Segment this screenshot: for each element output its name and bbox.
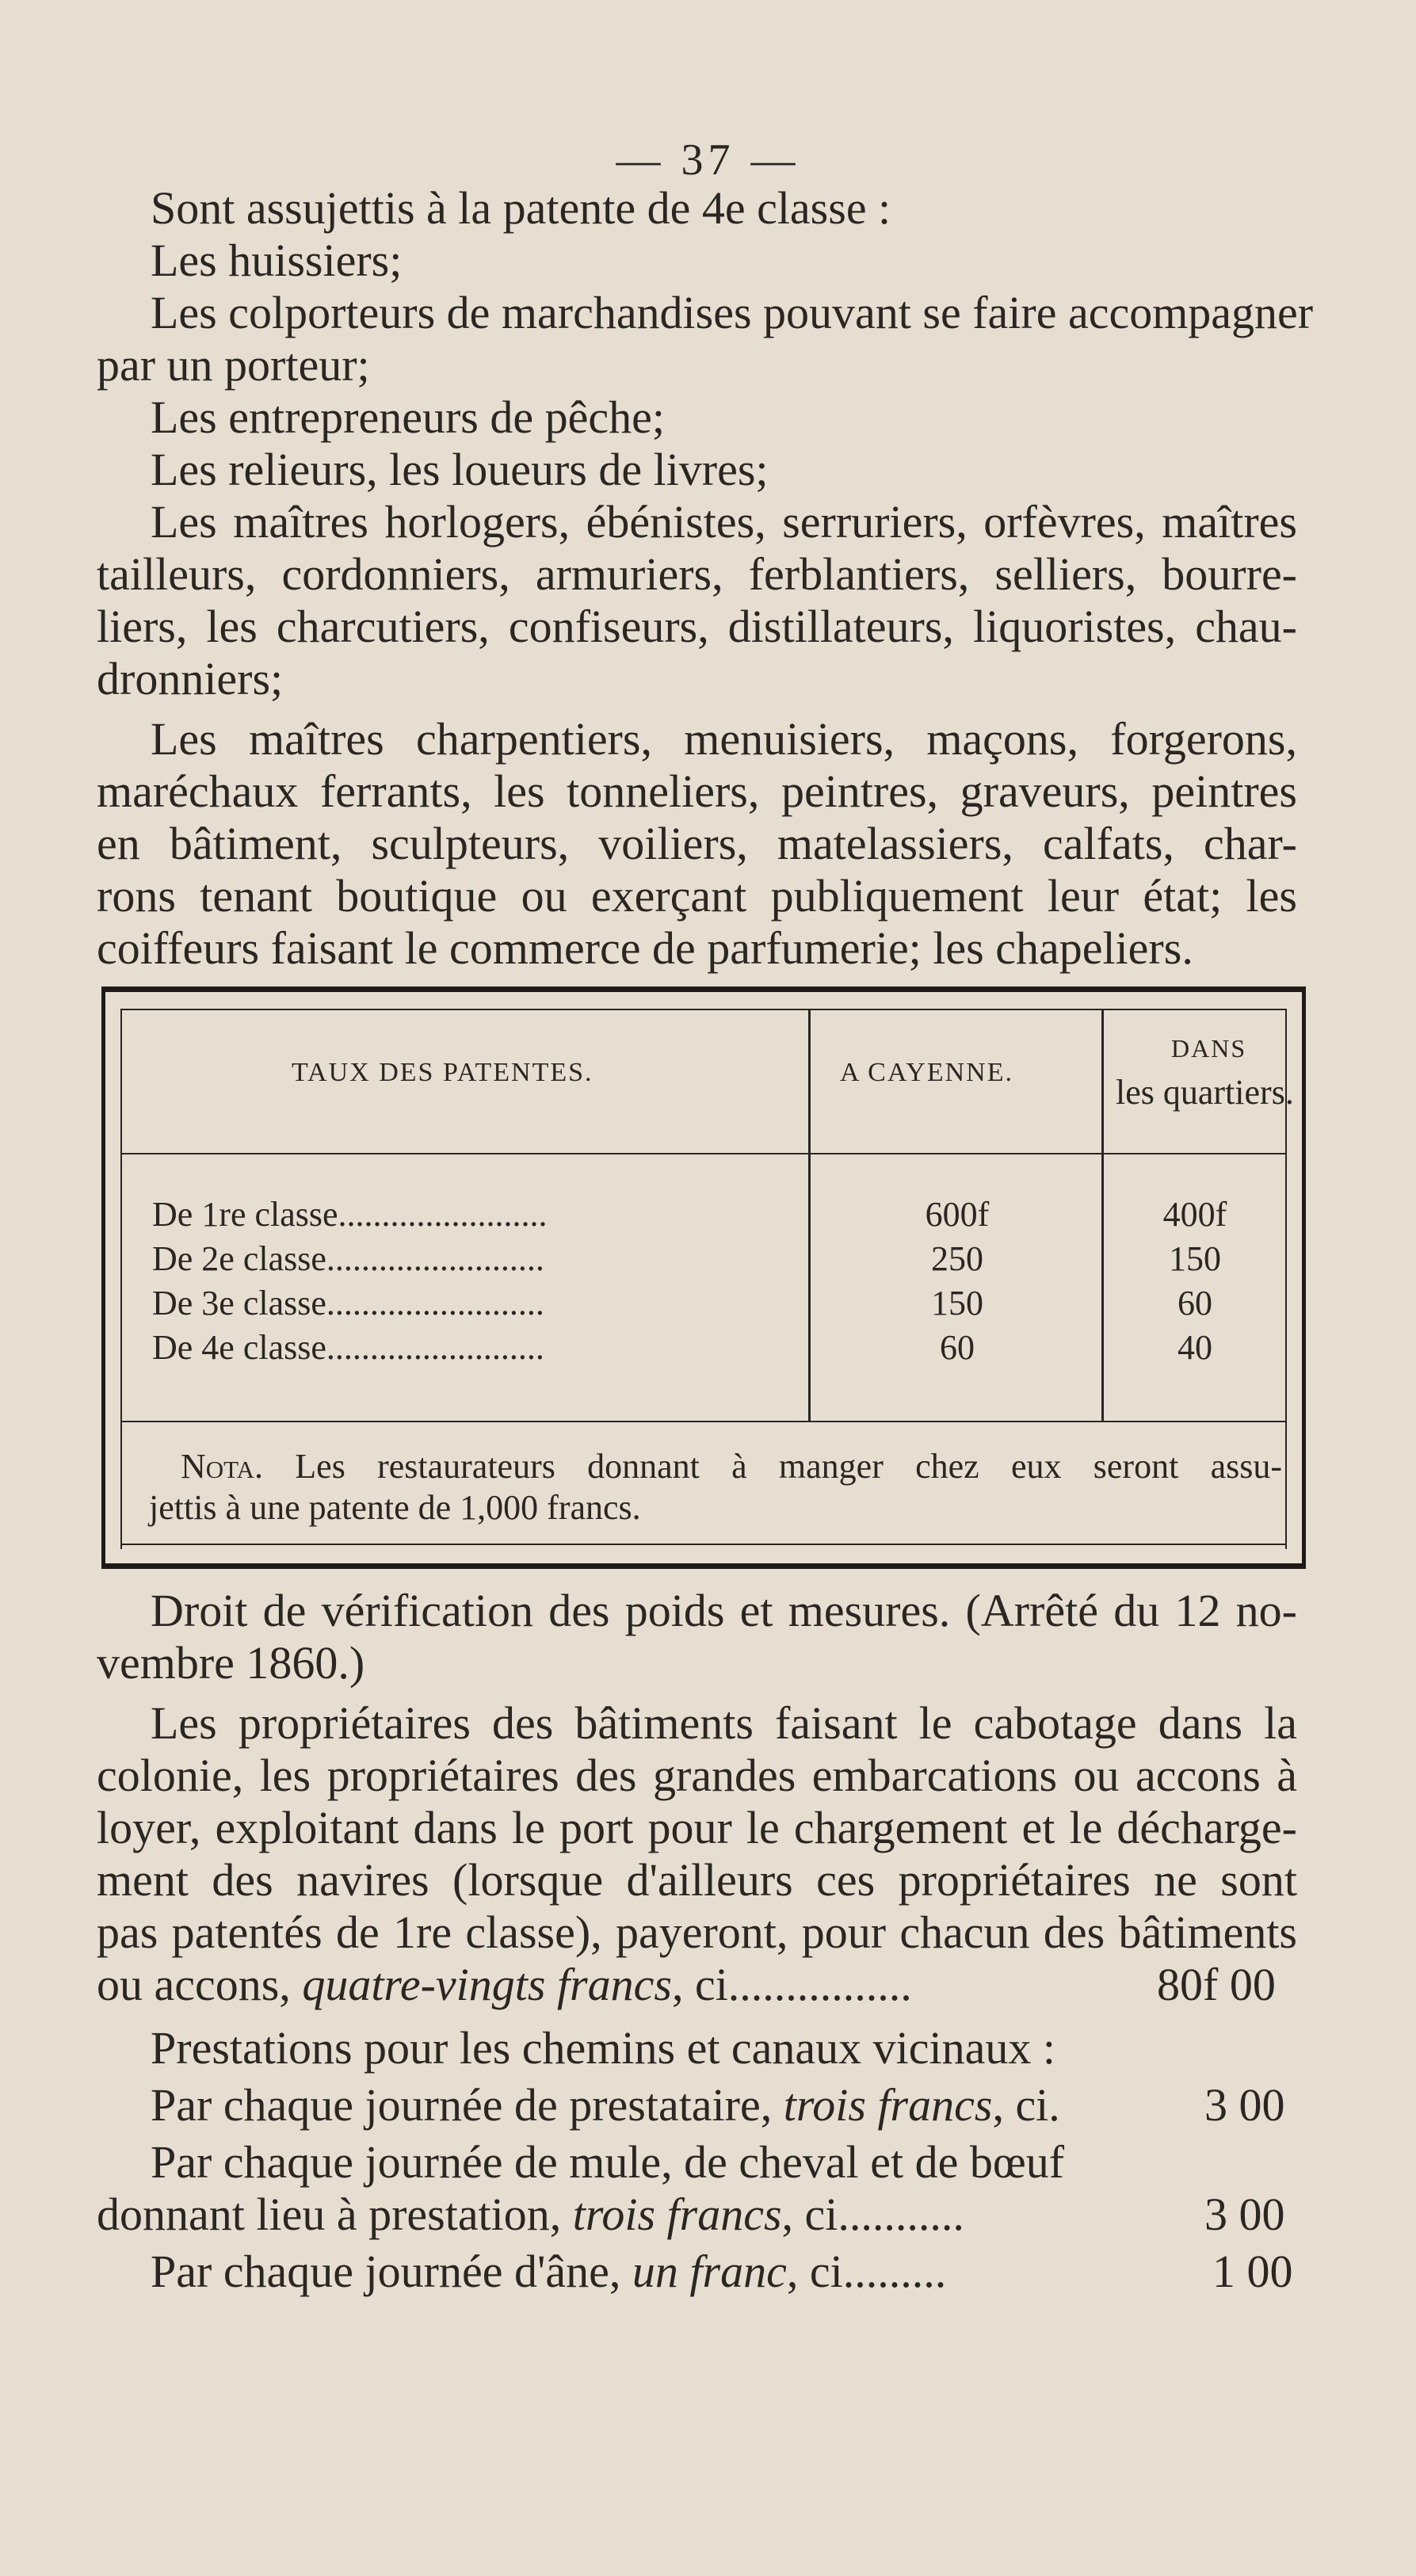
- droit-heading: vembre 1860.): [97, 1637, 365, 1689]
- prestation-item: [151, 2246, 946, 2298]
- prestation-amount: 1 00: [1212, 2246, 1293, 2297]
- prestation-text: Par chaque journée d'âne,: [151, 2246, 632, 2297]
- table-inner-border: [120, 1010, 122, 1549]
- intro-line: coiffeurs faisant le commerce de parfumerie; les chapeliers.: [97, 922, 1193, 974]
- droit-leader: , ci................: [671, 1959, 912, 2010]
- table-cell-cayenne: 600f: [925, 1195, 990, 1234]
- droit-paragraph-line: pas patentés de 1re classe), payeront, pour chacun des bâtiments: [97, 1906, 1297, 1958]
- intro-line: tailleurs, cordonniers, armuriers, ferblantiers, selliers, bourre-: [97, 548, 1297, 600]
- intro-line: Les entrepreneurs de pêche;: [151, 391, 665, 443]
- table-cell-quartiers: 150: [1169, 1239, 1221, 1278]
- intro-line: par un porteur;: [97, 339, 370, 391]
- header-cayenne: A CAYENNE.: [840, 1058, 1013, 1087]
- table-cell-cayenne: 60: [940, 1328, 975, 1367]
- prestation-tail: , ci.........: [786, 2246, 947, 2297]
- prestation-amount: 3 00: [1204, 2189, 1285, 2240]
- prestation-amount: 3 00: [1204, 2079, 1285, 2131]
- intro-line: Sont assujettis à la patente de 4e classe :: [151, 182, 891, 234]
- droit-paragraph-line: colonie, les propriétaires des grandes embarcations ou accons à: [97, 1750, 1297, 1801]
- table-cell-quartiers: 40: [1177, 1328, 1212, 1367]
- table-row-label: De 3e classe.........................: [152, 1284, 544, 1322]
- header-dans: DANS: [1171, 1034, 1247, 1063]
- intro-line: en bâtiment, sculpteurs, voiliers, matelassiers, calfats, char-: [97, 818, 1297, 869]
- intro-line: maréchaux ferrants, les tonneliers, peintres, graveurs, peintres: [97, 765, 1297, 817]
- prestation-item: Par chaque journée de mule, de cheval et de bœuf: [151, 2136, 1065, 2188]
- table-border: [101, 987, 1306, 992]
- droit-amount: 80f 00: [1157, 1959, 1276, 2010]
- patent-rates-table: [101, 987, 1306, 1569]
- table-row-label: De 4e classe.........................: [152, 1328, 544, 1367]
- table-row-label: De 2e classe.........................: [152, 1239, 544, 1278]
- prestation-text: donnant lieu à prestation,: [97, 2189, 573, 2240]
- intro-line: dronniers;: [97, 653, 284, 704]
- intro-line: Les huissiers;: [151, 235, 403, 286]
- droit-paragraph-line: loyer, exploitant dans le port pour le chargement et le décharge-: [97, 1802, 1297, 1853]
- nota-line: [149, 1446, 1282, 1487]
- intro-line: liers, les charcutiers, confiseurs, distillateurs, liquoristes, chau-: [97, 601, 1297, 652]
- prestation-italic: trois francs: [783, 2079, 993, 2131]
- prestation-item: [151, 2079, 1060, 2131]
- column-divider: [1101, 1010, 1104, 1421]
- page-number: — 37 —: [616, 135, 800, 185]
- intro-line: Les colporteurs de marchandises pouvant se faire accompagner: [151, 287, 1314, 338]
- intro-line: Les maîtres horlogers, ébénistes, serruriers, orfèvres, maîtres: [151, 496, 1297, 548]
- nota-label: Nota.: [181, 1447, 264, 1486]
- column-divider: [808, 1010, 811, 1421]
- table-nota: [149, 1446, 1282, 1528]
- intro-line: rons tenant boutique ou exerçant publiquement leur état; les: [97, 870, 1297, 922]
- header-taux: TAUX DES PATENTES.: [292, 1058, 593, 1087]
- header-rule: [120, 1153, 1287, 1154]
- prestation-tail: , ci.: [992, 2079, 1060, 2131]
- table-border: [101, 987, 105, 1569]
- nota-text: Les restaurateurs donnant à manger chez eux seront assu-: [295, 1447, 1282, 1486]
- droit-paragraph-line: [97, 1959, 912, 2011]
- table-cell-cayenne: 250: [931, 1239, 983, 1278]
- table-cell-cayenne: 150: [931, 1284, 983, 1322]
- nota-line: jettis à une patente de 1,000 francs.: [149, 1488, 641, 1527]
- table-inner-border: [120, 1009, 1287, 1010]
- table-inner-border: [120, 1544, 1287, 1545]
- prestation-item: [97, 2189, 964, 2241]
- droit-text: ou accons,: [97, 1959, 303, 2010]
- nota-rule: [120, 1421, 1287, 1422]
- droit-italic: quatre-vingts francs: [302, 1959, 672, 2010]
- intro-line: Les maîtres charpentiers, menuisiers, maçons, forgerons,: [151, 713, 1297, 765]
- prestation-text: Par chaque journée de prestataire,: [151, 2079, 784, 2131]
- prestations-heading: Prestations pour les chemins et canaux vicinaux :: [151, 2022, 1055, 2074]
- table-row-label: De 1re classe........................: [152, 1195, 548, 1234]
- header-quartiers: les quartiers.: [1116, 1073, 1294, 1112]
- prestation-tail: , ci...........: [781, 2189, 964, 2240]
- table-border: [101, 1563, 1306, 1569]
- intro-line: Les relieurs, les loueurs de livres;: [151, 444, 769, 495]
- droit-paragraph-line: Les propriétaires des bâtiments faisant le cabotage dans la: [151, 1697, 1297, 1749]
- table-cell-quartiers: 60: [1177, 1284, 1212, 1322]
- droit-paragraph-line: ment des navires (lorsque d'ailleurs ces propriétaires ne sont: [97, 1854, 1297, 1906]
- prestation-italic: un franc: [632, 2246, 787, 2297]
- table-cell-quartiers: 400f: [1162, 1195, 1227, 1234]
- table-border: [1302, 987, 1306, 1569]
- droit-heading: Droit de vérification des poids et mesures. (Arrêté du 12 no-: [151, 1585, 1297, 1636]
- prestation-italic: trois francs: [572, 2189, 782, 2240]
